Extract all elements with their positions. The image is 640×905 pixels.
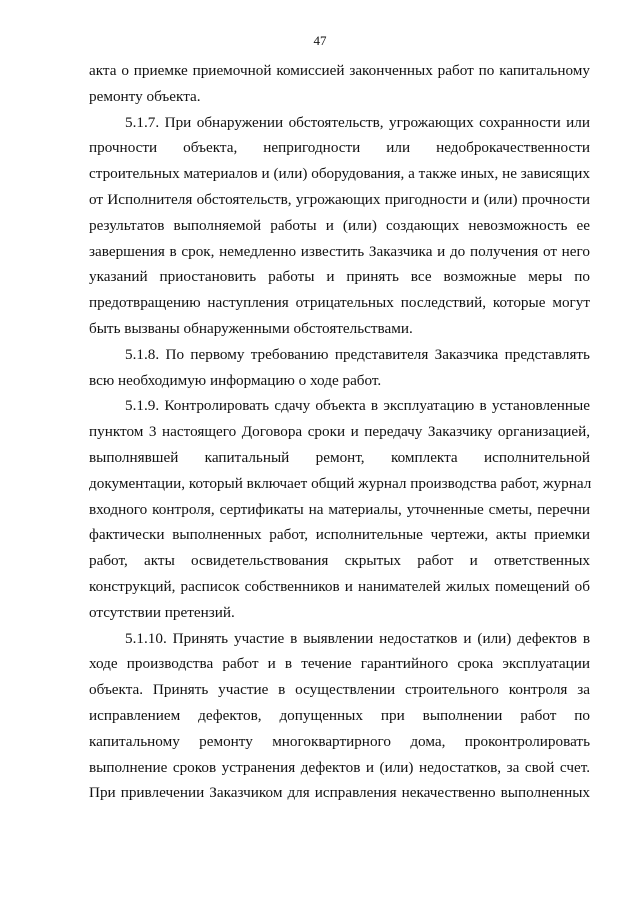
text-line: предотвращению наступления отрицательных последствий, которые могут <box>89 294 590 312</box>
text-line: строительных материалов и (или) оборудования, а также иных, не зависящих <box>89 165 590 183</box>
text-line: отсутствии претензий. <box>89 603 235 621</box>
document-body <box>89 58 590 806</box>
text-line: документации, который включает общий журнал производства работ, журнал <box>89 474 592 492</box>
text-line: результатов выполняемой работы и (или) создающих невозможность ее <box>89 216 590 234</box>
text-line: прочности объекта, непригодности или недоброкачественности <box>89 139 590 157</box>
text-line: фактически выполненных работ, исполнительные чертежи, акты приемки <box>89 526 590 544</box>
text-line: выполнявшей капитальный ремонт, комплекта исполнительной <box>89 448 590 466</box>
paragraph-5-1-7-start: 5.1.7. При обнаружении обстоятельств, угрожающих сохранности или <box>125 113 590 131</box>
text-line: исправлением дефектов, допущенных при выполнении работ по <box>89 706 590 724</box>
text-line: капитальному ремонту многоквартирного дома, проконтролировать <box>89 732 590 750</box>
text-line: указаний приостановить работы и принять все возможные меры по <box>89 268 590 286</box>
paragraph-5-1-9-start: 5.1.9. Контролировать сдачу объекта в эксплуатацию в установленные <box>125 397 590 415</box>
text-line: пунктом 3 настоящего Договора сроки и передачу Заказчику организацией, <box>89 423 590 441</box>
text-line: ремонту объекта. <box>89 87 201 105</box>
text-line: объекта. Принять участие в осуществлении строительного контроля за <box>89 681 590 699</box>
text-line: от Исполнителя обстоятельств, угрожающих пригодности и (или) прочности <box>89 190 590 208</box>
text-line: всю необходимую информацию о ходе работ. <box>89 371 382 389</box>
paragraph-5-1-10-start: 5.1.10. Принять участие в выявлении недостатков и (или) дефектов в <box>125 629 590 647</box>
text-line: выполнение сроков устранения дефектов и (или) недостатков, за свой счет. <box>89 758 590 776</box>
text-line: При привлечении Заказчиком для исправления некачественно выполненных <box>89 784 590 802</box>
text-line: конструкций, расписок собственников и нанимателей жилых помещений об <box>89 577 590 595</box>
text-line: быть вызваны обнаруженными обстоятельствами. <box>89 319 413 337</box>
text-line: входного контроля, сертификаты на материалы, уточненные сметы, перечни <box>89 500 590 518</box>
text-line: акта о приемке приемочной комиссией законченных работ по капитальному <box>89 62 590 79</box>
text-line: работ, акты освидетельствования скрытых работ и ответственных <box>89 552 590 570</box>
text-line: ходе производства работ и в течение гарантийного срока эксплуатации <box>89 655 590 673</box>
page-number: 47 <box>313 33 327 48</box>
paragraph-5-1-8-start: 5.1.8. По первому требованию представителя Заказчика представлять <box>125 345 590 363</box>
text-line: завершения в срок, немедленно известить Заказчика и до получения от него <box>89 242 590 260</box>
